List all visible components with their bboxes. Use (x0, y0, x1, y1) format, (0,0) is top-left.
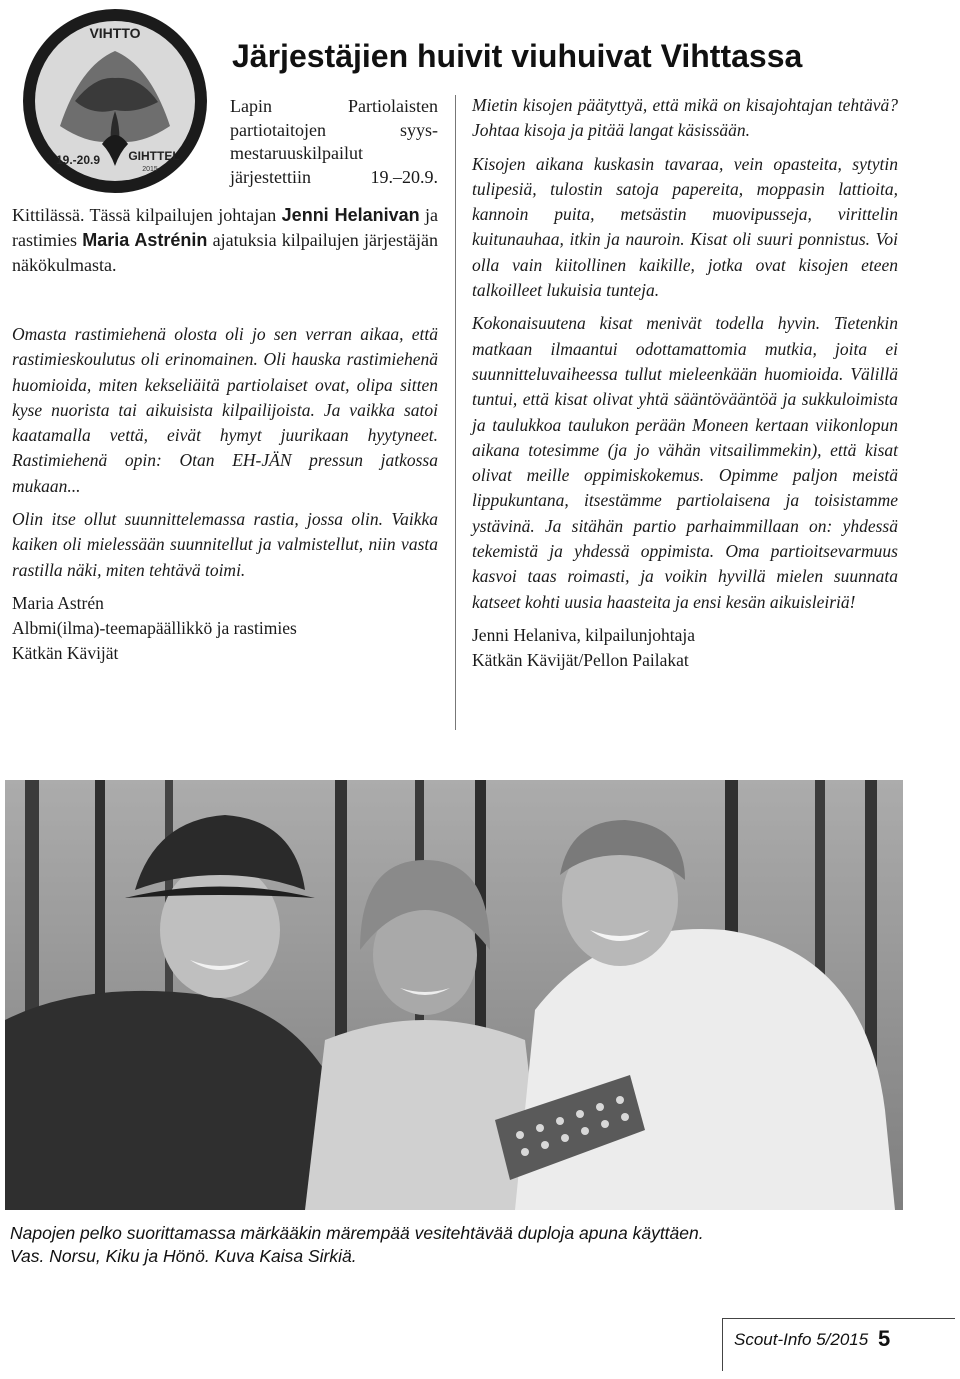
signature-name: Jenni Helaniva, kilpailunjohtaja (472, 624, 696, 645)
right-paragraph-3: Kokonaisuutena kisat menivät todella hyvin. Tietenkin matkaan ilmaantui odottamattomia mutkia, joita ei suunnitteluvaiheessa tullut mieleenkään huomioida. Välillä tuntui, että kisat olivat yhtä sääntövääntöä ja sukkuloimista ja taulukkoa taulukon perään Moneen kertaan viikonlopun aikana totesimme (ja jo vähän vitsailimmekin), että kisat olivat meille oppimiskokemus. Opimme paljon meistä lippukuntana, itsestämme partiolaisena ja toisistamme ystävinä. Ja sitähän partio parhaimmillaan on: yhdessä tekemistä ja yhdessä oppimista. Oma partioitsevarmuus kasvoi taas roimasti, ja voikin hyvillä mielen suunnata katseet kohti uusia haasteita ja ensi kesän aikuisleiriä! (472, 313, 898, 612)
article-title: Järjestäjien huivit viuhuivat Vihttassa (232, 38, 803, 74)
left-signature (12, 591, 438, 666)
column-divider (455, 95, 456, 730)
caption-line-2: Vas. Norsu, Kiku ja Hönö. Kuva Kaisa Sirkiä. (10, 1246, 357, 1266)
intro-name-maria: Maria Astrénin (82, 230, 208, 250)
intro-line: järjestettiin 19.–20.9. (230, 166, 438, 187)
logo-dates: 19.-20.9 (55, 153, 101, 167)
logo-top-text: VIHTTO (89, 25, 141, 41)
signature-group: Kätkän Kävijät/Pellon Pailakat (472, 649, 689, 670)
right-column (472, 93, 898, 673)
left-paragraph-1: Omasta rastimiehenä olosta oli jo sen verran aikaa, että rastimieskoulutus oli erinomainen. Oli hauska rastimiehenä huomioida, miten kekseliäitä partiolaiset ovat, olipa sitten kyse nuorista tai aikuisista kilpailijoista. Ja vaikka satoi kaatamalla vettä, eivät hymyt juurikaan hyytyneet. Rastimiehenä opin: Otan EH-JÄN pressun jatkossa mukaan... (12, 324, 438, 496)
photo-caption (10, 1222, 900, 1268)
logo-place: GIHTTEL (128, 149, 180, 163)
right-signature (472, 623, 898, 673)
left-column (12, 322, 438, 666)
right-paragraph-1: Mietin kisojen päätyttyä, että mikä on kisajohtajan tehtävä? Johtaa kisoja ja pitää langat käsissään. (472, 95, 898, 141)
intro-line: Lapin Partiolaisten (230, 96, 438, 116)
intro-name-jenni: Jenni Helanivan (281, 205, 420, 225)
signature-group: Kätkän Kävijät (12, 642, 119, 663)
article-photo (5, 780, 903, 1210)
intro-line: partiotaitojen syys- (230, 119, 438, 140)
page-number: 5 (878, 1326, 891, 1351)
event-logo (20, 6, 210, 196)
intro-paragraph (12, 203, 438, 278)
publication-name: Scout-Info 5/2015 (734, 1330, 869, 1349)
right-paragraph-2: Kisojen aikana kuskasin tavaraa, vein opasteita, sytytin tulipesiä, tulostin satoja papereita, moppasin lattioita, kannoin puita, metsästin muovipusseja, virittelin kuitunauhaa, itkin ja nauroin. Kisat oli suuri ponnistus. Voi olla vain kiitollinen kaikille, jotka ovat kisojen eteen talkoilleet lukuisia tunteja. (472, 153, 898, 301)
intro-line: mestaruuskilpailut (230, 143, 363, 163)
intro-text: ajatuksia kilpailujen järjestäjän näkökulmasta. (12, 230, 438, 275)
intro-text: ja rastimies (12, 205, 438, 250)
intro-lines (230, 95, 438, 189)
logo-year: 2015 (142, 166, 158, 173)
signature-name: Maria Astrén (12, 592, 104, 613)
left-paragraph-2: Olin itse ollut suunnittelemassa rastia, jossa olin. Vaikka kaiken oli mielessään suunnitellut ja valmistellut, niin vasta rastilla näki, miten tehtävä toimi. (12, 509, 438, 580)
signature-role: Albmi(ilma)-teemapäällikkö ja rastimies (12, 617, 297, 638)
caption-line-1: Napojen pelko suorittamassa märkääkin märempää vesitehtävää duploja apuna käyttäen. (10, 1223, 704, 1243)
intro-text: Kittilässä. Tässä kilpailujen johtajan (12, 205, 282, 225)
